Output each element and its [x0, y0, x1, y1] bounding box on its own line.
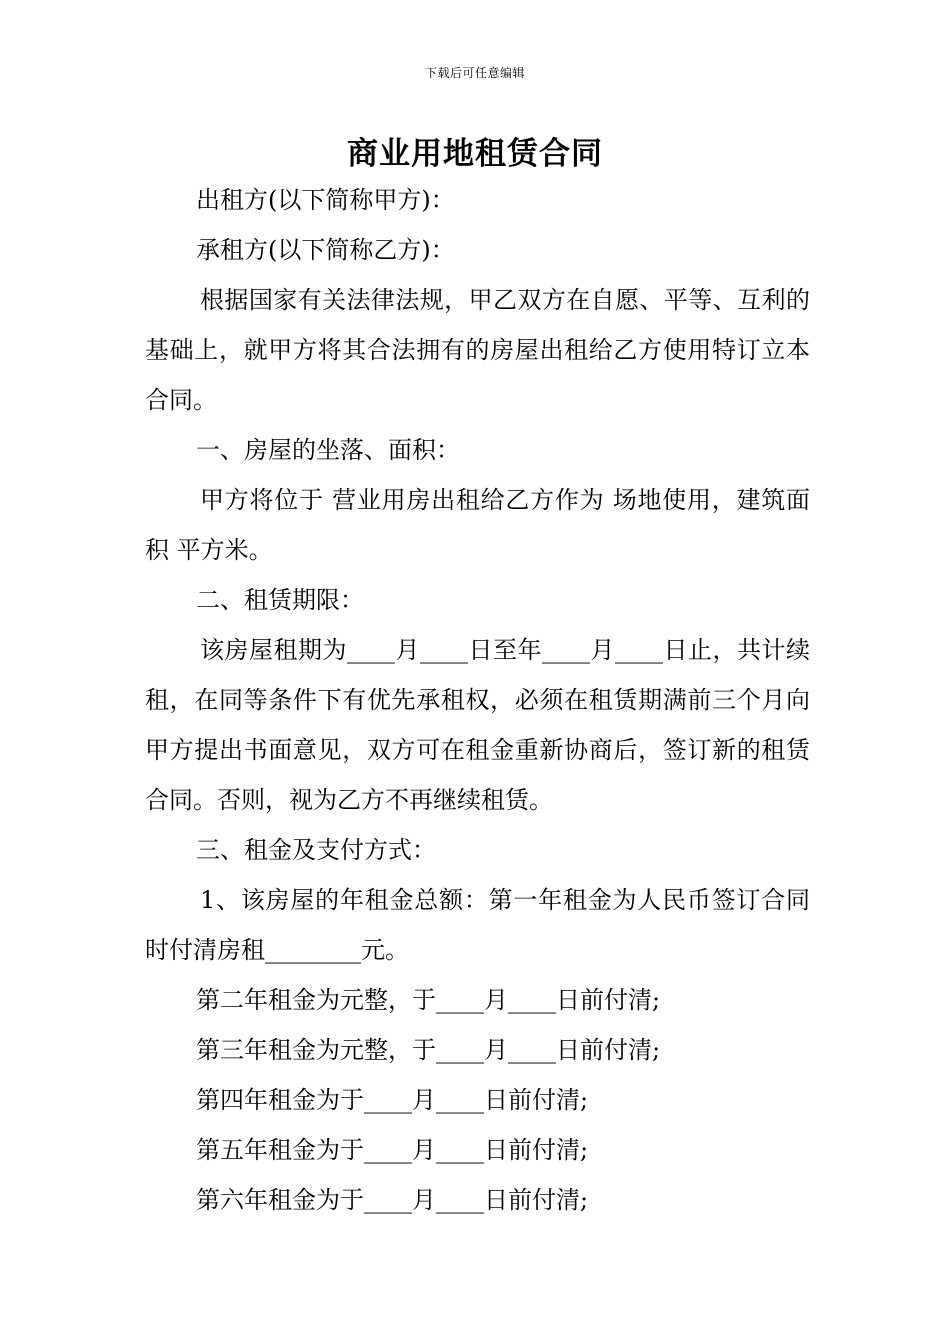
page-header: 下载后可任意编辑 [424, 66, 525, 80]
section-1-text: 甲方将位于 营业用房出租给乙方作为 场地使用，建筑面积 平方米。 [145, 486, 810, 564]
rent-item-1: 1、该房屋的年租金总额：第一年租金为人民币签订合同时付清房租________元。 [145, 886, 810, 964]
rent-year-5: 第五年租金为于____月____日前付清; [196, 1136, 589, 1164]
rent-year-6: 第六年租金为于____月____日前付清; [196, 1186, 589, 1214]
document-body [145, 175, 810, 1225]
section-2-heading: 二、租赁期限： [196, 586, 364, 614]
rent-year-4: 第四年租金为于____月____日前付清; [196, 1086, 589, 1114]
rent-year-3: 第三年租金为元整，于____月____日前付清; [196, 1036, 661, 1064]
document-title: 商业用地租赁合同 [347, 136, 603, 172]
section-2-text: 该房屋租期为____月____日至年____月____日止，共计续租，在同等条件下有优先承租权，必须在租赁期满前三个月向甲方提出书面意见，双方可在租金重新协商后，签订新的租赁合同。否则，视为乙方不再继续租赁。 [145, 636, 810, 814]
section-3-heading: 三、租金及支付方式： [196, 836, 436, 864]
preamble-paragraph: 根据国家有关法律法规，甲乙双方在自愿、平等、互利的基础上，就甲方将其合法拥有的房屋出租给乙方使用特订立本合同。 [145, 286, 810, 414]
lessee-line: 承租方(以下简称乙方)： [196, 236, 455, 264]
rent-year-2: 第二年租金为元整，于____月____日前付清; [196, 986, 661, 1014]
section-1-heading: 一、房屋的坐落、面积： [196, 436, 460, 464]
lessor-line: 出租方(以下简称甲方)： [196, 186, 455, 214]
